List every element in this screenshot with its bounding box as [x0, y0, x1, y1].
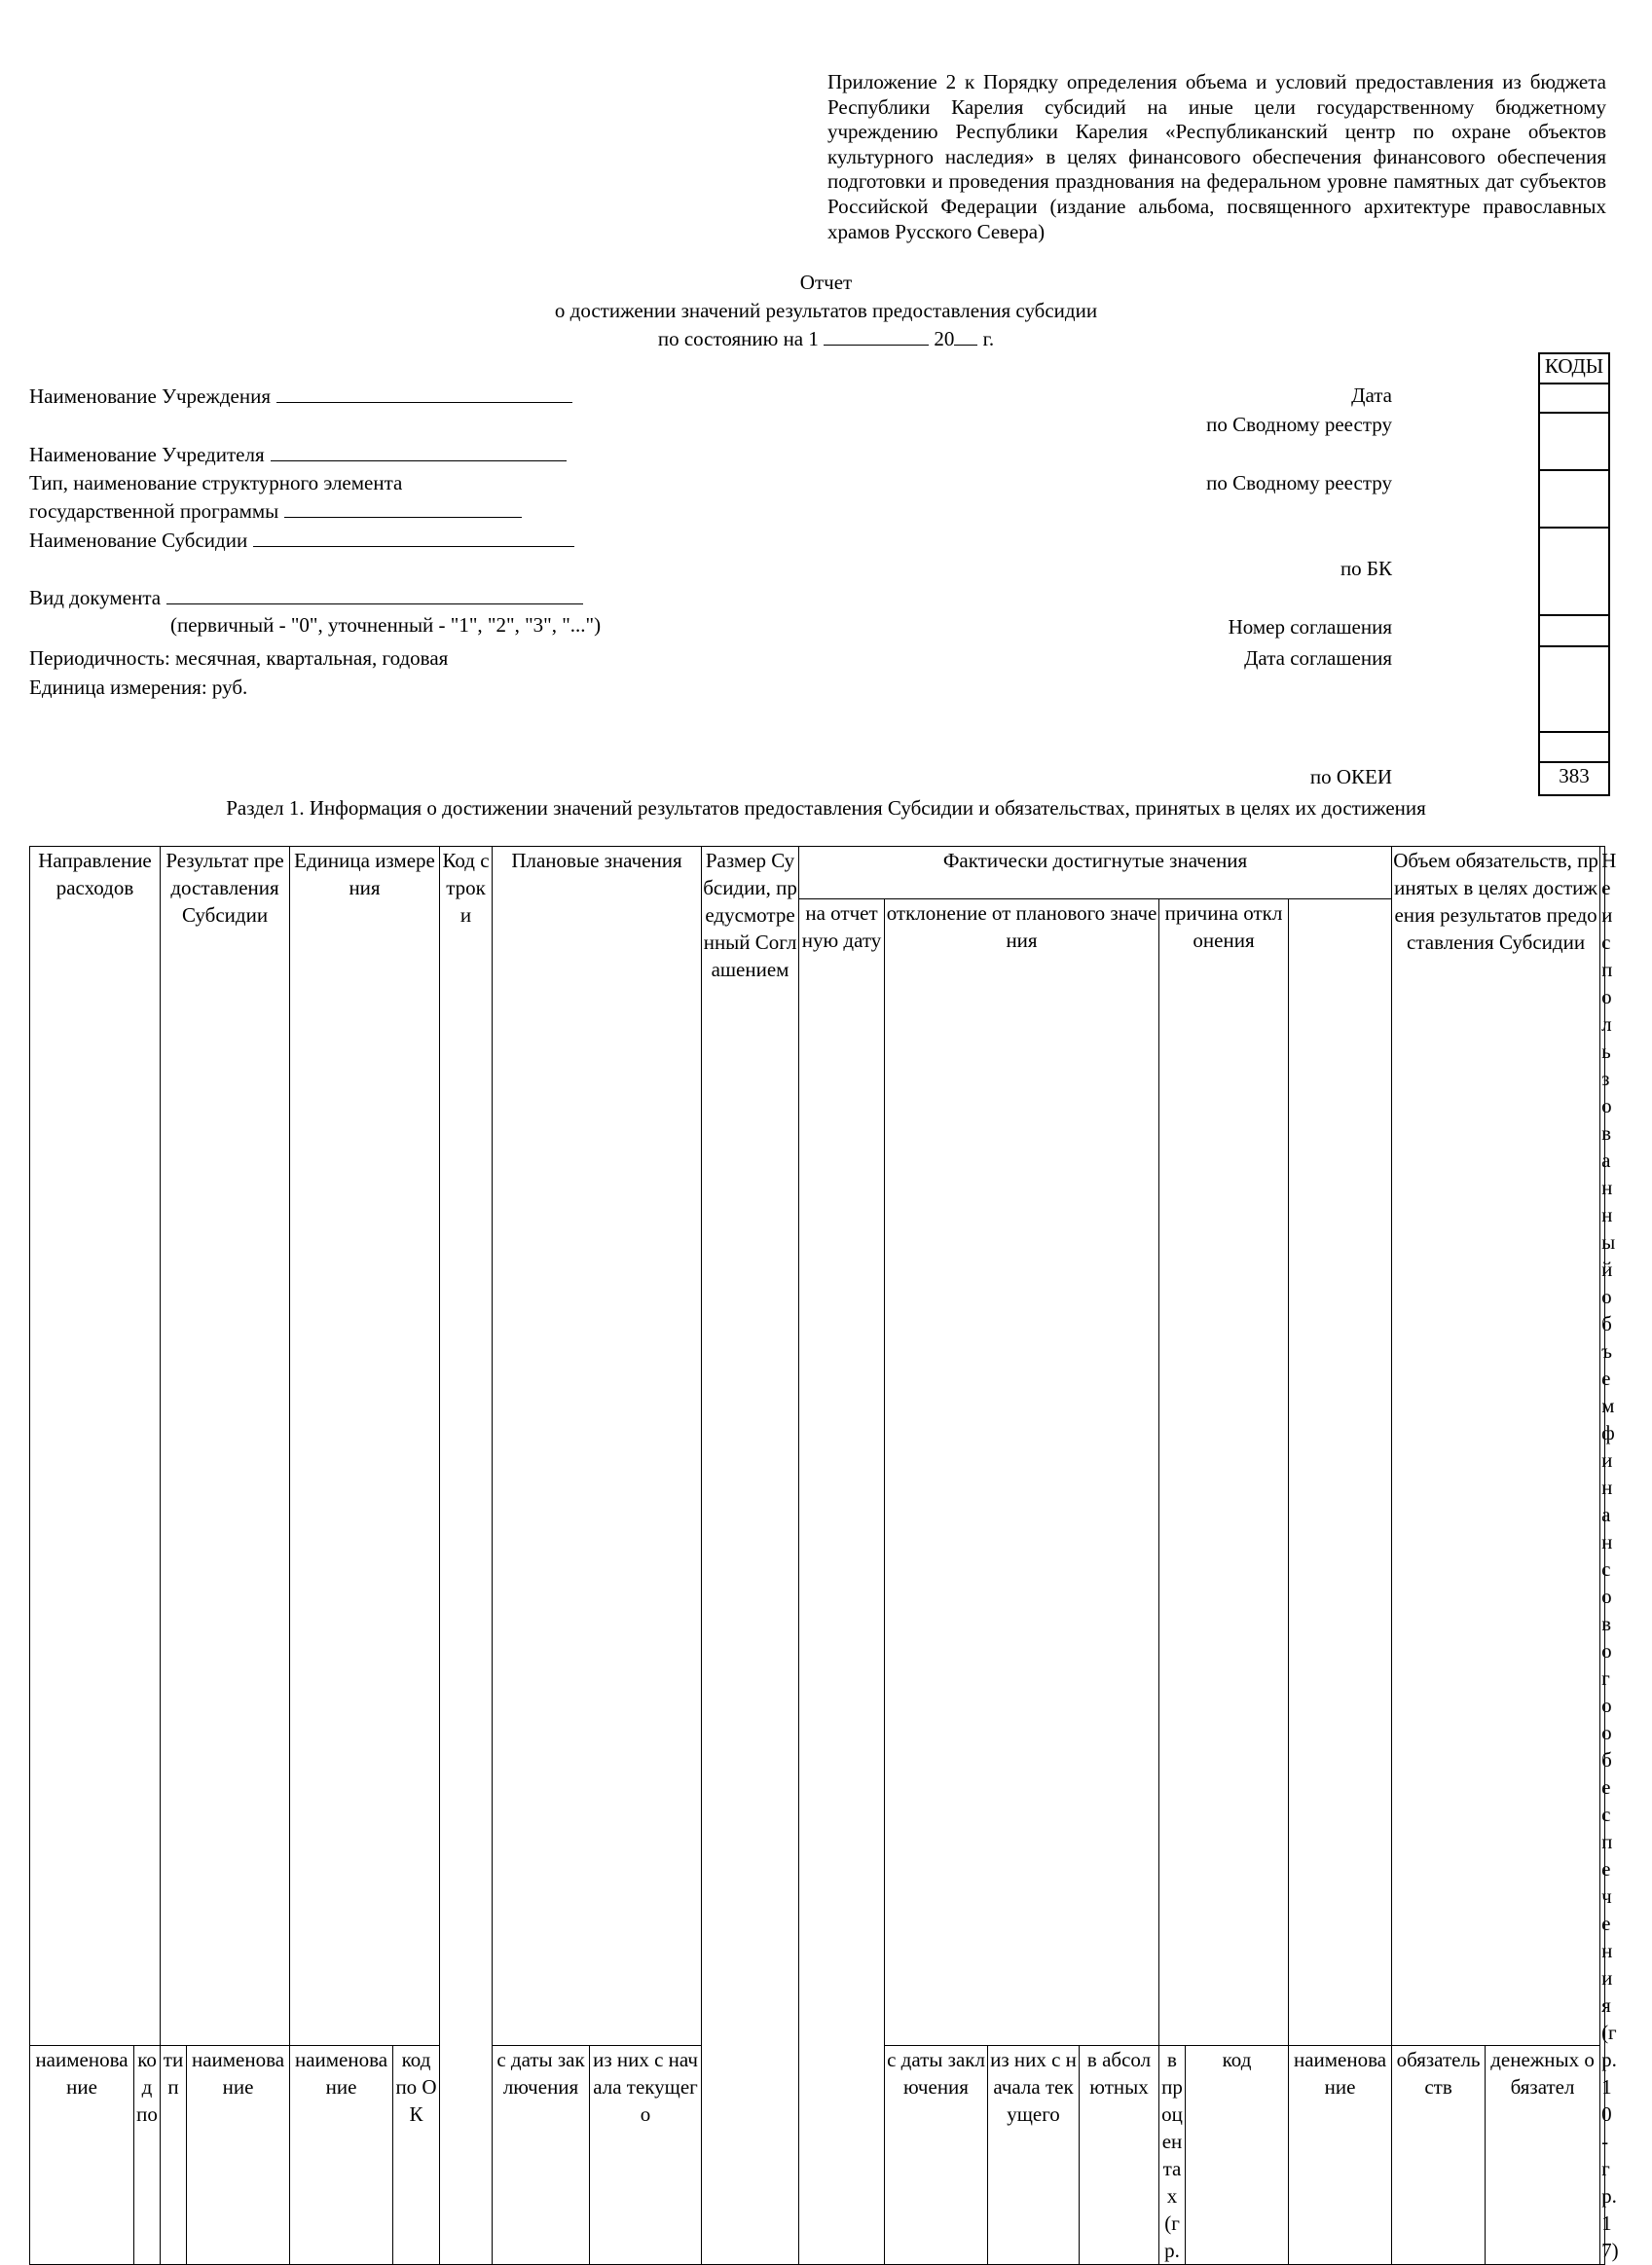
- agreement-number-cell[interactable]: [1540, 616, 1608, 647]
- doc-type-input[interactable]: [166, 585, 583, 604]
- institution-label: Наименование Учреждения: [29, 384, 271, 408]
- program-label-line1: Тип, наименование структурного элемента: [29, 471, 403, 494]
- report-date-day-blank[interactable]: [824, 326, 929, 346]
- sub-fact-from-begin: из них с начала текущего: [988, 2046, 1080, 2265]
- codes-header: КОДЫ: [1544, 354, 1604, 378]
- codes-registry-cell-1[interactable]: [1540, 414, 1608, 471]
- sub-direction-name: наименование: [30, 2046, 134, 2265]
- codes-empty-cell[interactable]: [1540, 733, 1608, 763]
- founder-label: Наименование Учредителя: [29, 443, 265, 466]
- header-fact-date: на отчетную дату: [799, 899, 885, 2265]
- header-fact: Фактически достигнутые значения: [799, 847, 1392, 899]
- appendix-text: Приложение 2 к Порядку определения объема и условий предоставления из бюджета Республики Карелия субсидий на иные цели государственному бюджетному учреждению Республики Карелия «Республиканский центр по охране объектов культурного наследия» в целях финансового обеспечения финансового обеспечения подготовки и проведения празднования на федеральном уровне памятных дат субъектов Российской Федерации (издание альбома, посвященного архитектуре православных храмов Русского Севера): [827, 70, 1606, 243]
- program-field: [29, 498, 522, 524]
- okei-cell: [1540, 763, 1608, 794]
- header-unit: Единица измерения: [290, 847, 440, 2046]
- codes-date-cell[interactable]: [1540, 384, 1608, 414]
- header-subsidy-size: Размер Субсидии, предусмотренный Соглашением: [702, 847, 799, 2265]
- report-date-prefix: по состоянию на 1: [657, 327, 819, 350]
- report-date-suffix: г.: [982, 327, 995, 350]
- institution-field: [29, 384, 572, 409]
- doc-type-hint: (первичный - "0", уточненный - "1", "2", "3", "..."): [170, 613, 602, 637]
- codes-bk-cell[interactable]: [1540, 529, 1608, 616]
- header-plan: Плановые значения: [493, 847, 702, 2046]
- institution-input[interactable]: [276, 384, 572, 403]
- program-input[interactable]: [284, 498, 522, 518]
- header-reason: причина отклонения: [1159, 899, 1289, 2046]
- sub-obligations: обязательств: [1392, 2046, 1486, 2265]
- agreement-date-label: Дата соглашения: [1244, 646, 1392, 670]
- founder-field: [29, 442, 567, 467]
- sub-deviation-absolute: в абсолютных: [1080, 2046, 1159, 2265]
- header-unused: Неиспользованный объем финансового обеспечения (гр. 10 - гр. 17): [1600, 847, 1605, 2265]
- subsidy-label: Наименование Субсидии: [29, 529, 248, 552]
- results-table: [29, 846, 1619, 2265]
- report-title: Отчет: [799, 271, 853, 294]
- header-obligations-volume: Объем обязательств, принятых в целях достижения результатов предоставления Субсидии: [1392, 847, 1600, 2046]
- sub-fact-from-date: с даты заключения: [885, 2046, 988, 2265]
- agreement-number-label: Номер соглашения: [1228, 615, 1392, 639]
- header-deviation: отклонение от планового значения: [885, 899, 1159, 2046]
- report-date-year-blank[interactable]: [954, 326, 977, 346]
- sub-reason-code: код: [1186, 2046, 1289, 2265]
- codes-registry-label-1: по Сводному реестру: [1206, 413, 1392, 436]
- subsidy-input[interactable]: [253, 528, 574, 547]
- header-direction: Направление расходов: [30, 847, 161, 2046]
- agreement-date-cell[interactable]: [1540, 647, 1608, 733]
- report-subtitle: о достижении значений результатов предоставления субсидии: [554, 299, 1098, 322]
- sub-monetary-obligations: денежных обязател: [1486, 2046, 1600, 2265]
- founder-input[interactable]: [271, 442, 567, 461]
- okei-label: по ОКЕИ: [1309, 765, 1392, 788]
- sub-reason-name: наименование: [1289, 2046, 1392, 2265]
- sub-plan-from-begin: из них с начала текущего: [590, 2046, 702, 2265]
- section-title: Раздел 1. Информация о достижении значений результатов предоставления Субсидии и обязательствах, принятых в целях их достижения: [226, 796, 1426, 820]
- codes-box: [1538, 352, 1610, 796]
- report-date-line: [0, 326, 1652, 351]
- header-result: Результат предоставления Субсидии: [161, 847, 290, 2046]
- codes-header-cell: [1540, 354, 1608, 384]
- codes-registry-cell-2[interactable]: [1540, 471, 1608, 529]
- sub-plan-from-date: с даты заключения: [493, 2046, 590, 2265]
- sub-unit-code: код по ОК: [393, 2046, 440, 2265]
- sub-result-type: тип: [161, 2046, 187, 2265]
- doc-type-label: Вид документа: [29, 586, 162, 609]
- header-row-code: Код строки: [440, 847, 493, 2265]
- codes-date-label: Дата: [1351, 384, 1392, 407]
- periodicity: Периодичность: месячная, квартальная, годовая: [29, 646, 449, 670]
- report-date-year: 20: [934, 327, 955, 350]
- codes-registry-label-2: по Сводному реестру: [1206, 471, 1392, 494]
- sub-deviation-percent: в процентах (гр.: [1159, 2046, 1186, 2265]
- program-label-line2: государственной программы: [29, 499, 279, 523]
- okei-value: 383: [1559, 764, 1590, 787]
- codes-bk-label: по БК: [1340, 557, 1392, 580]
- unit-of-measure: Единица измерения: руб.: [29, 676, 248, 699]
- doc-type-field: [29, 585, 583, 610]
- sub-result-name: наименование: [187, 2046, 290, 2265]
- sub-unit-name: наименование: [290, 2046, 393, 2265]
- subsidy-field: [29, 528, 574, 553]
- sub-direction-code: код по: [134, 2046, 161, 2265]
